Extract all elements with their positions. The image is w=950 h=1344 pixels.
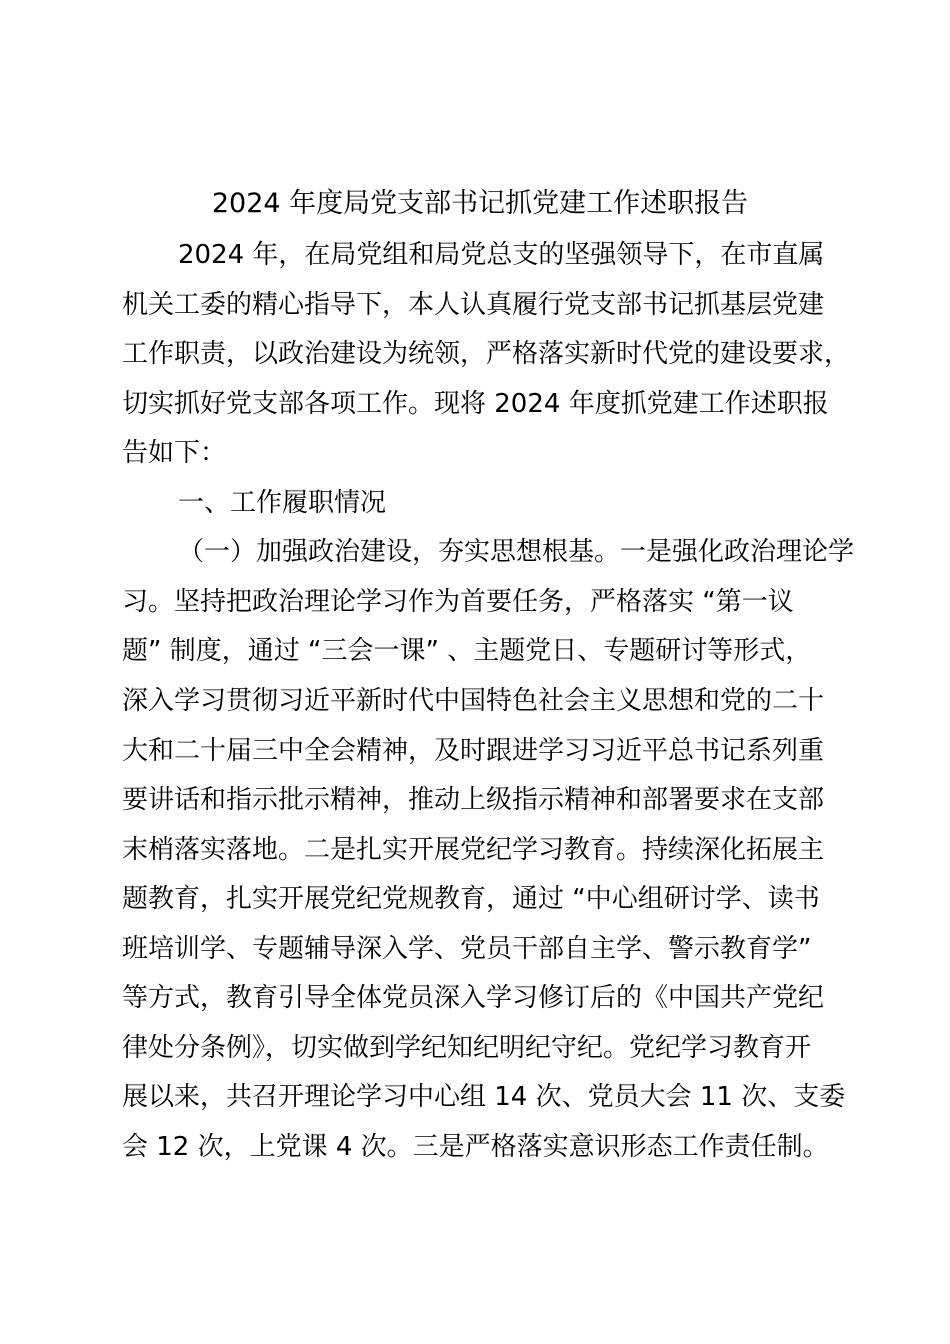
paragraph-line: （一）加强政治建设，夯实思想根基。一是强化政治理论学	[178, 537, 855, 567]
paragraph-line: 会 12 次，上党课 4 次。三是严格落实意识形态工作责任制。	[122, 1132, 829, 1162]
paragraph-line: 题” 制度，通过 “三会一课” 、主题党日、专题研讨等形式，	[122, 636, 812, 666]
paragraph-line: 题教育，扎实开展党纪党规教育，通过 “中心组研讨学、读书	[122, 884, 820, 914]
paragraph-line: 展以来，共召开理论学习中心组 14 次、党员大会 11 次、支委	[122, 1082, 846, 1112]
paragraph-line: 大和二十届三中全会精神，及时跟进学习习近平总书记系列重	[122, 736, 825, 766]
paragraph-line: 班培训学、专题辅导深入学、党员干部自主学、警示教育学”	[122, 934, 812, 964]
paragraph-line: 律处分条例》，切实做到学纪知纪明纪守纪。党纪学习教育开	[122, 1033, 812, 1063]
paragraph-line: 工作职责，以政治建设为统领，严格落实新时代党的建设要求，	[122, 339, 851, 369]
paragraph-line: 末梢落实落地。二是扎实开展党纪学习教育。持续深化拓展主	[122, 835, 825, 865]
paragraph-line: 2024 年，在局党组和局党总支的坚强领导下，在市直属	[178, 240, 825, 270]
paragraph-line: 告如下：	[122, 438, 227, 468]
paragraph-line: 要讲话和指示批示精神，推动上级指示精神和部署要求在支部	[122, 785, 825, 815]
paragraph-line: 深入学习贯彻习近平新时代中国特色社会主义思想和党的二十	[122, 686, 825, 716]
paragraph-line: 切实抓好党支部各项工作。现将 2024 年度抓党建工作述职报	[122, 389, 829, 419]
paragraph-line: 习。坚持把政治理论学习作为首要任务，严格落实 “第一议	[122, 587, 794, 617]
paragraph-line: 等方式，教育引导全体党员深入学习修订后的《中国共产党纪	[122, 983, 825, 1013]
document-title: 2024 年度局党支部书记抓党建工作述职报告	[211, 188, 749, 219]
paragraph-line: 机关工委的精心指导下，本人认真履行党支部书记抓基层党建	[122, 290, 825, 320]
section-heading: 一、工作履职情况	[178, 488, 387, 518]
